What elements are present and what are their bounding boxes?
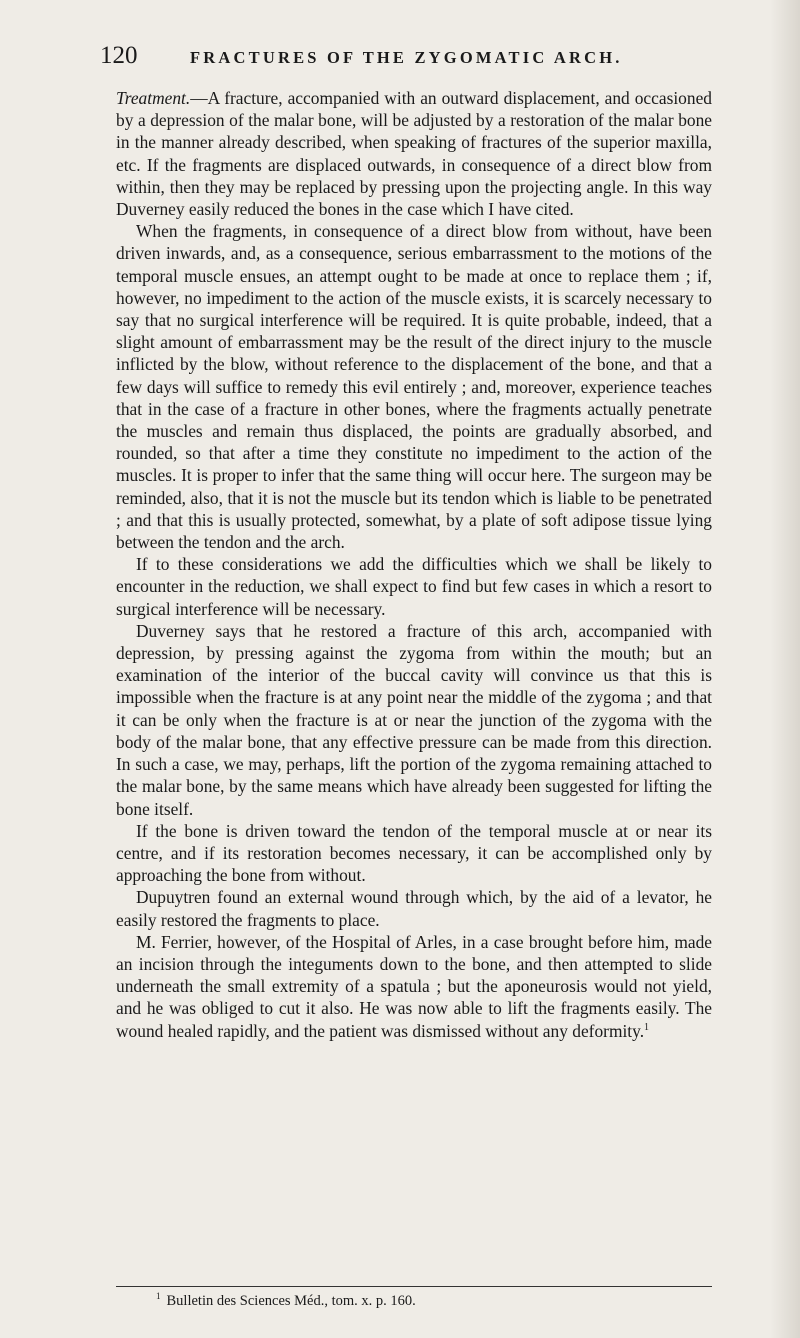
page-edge-shadow [770,0,800,1338]
running-head: FRACTURES OF THE ZYGOMATIC ARCH. [190,48,623,67]
paragraph: Dupuytren found an external wound through which, by the aid of a levator, he easily restored the fragments to place. [116,887,712,930]
footnote-mark: 1 [156,1291,161,1302]
paragraph-text: M. Ferrier, however, of the Hospital of Arles, in a case brought before him, made an incision through the integuments down to the bone, and then attempted to slide underneath the small extremity of a spatula ; but the aponeurosis would not yield, and he was obliged to cut it also. He was now able to lift the fragments easily. The wound healed rapidly, and the patient was dismissed without any deformity. [116,931,712,1041]
paragraph-treatment [116,87,712,220]
footnote-reference: 1 [644,1021,650,1033]
paragraph [116,931,712,1042]
paragraph: When the fragments, in consequence of a direct blow from without, have been driven inwards, and, as a consequence, serious embarrassment to the motions of the temporal muscle ensues, an attempt ought to be made at once to replace them ; if, however, no impediment to the action of the muscle exists, it is scarcely necessary to say that no surgical interference will be required. It is quite probable, indeed, that a slight amount of embarrassment may be the result of the direct injury to the muscle inflicted by the blow, without reference to the displacement of the bone, and that a few days will suffice to remedy this evil entirely ; and, moreover, experience teaches that in the case of a fracture in other bones, where the fragments actually penetrate the muscles and remain thus displaced, the points are gradually absorbed, and rounded, so that after a time they constitute no impediment to the action of the muscles. It is proper to infer that the same thing will occur here. The surgeon may be reminded, also, that it is not the muscle but its tendon which is liable to be penetrated ; and that this is usually protected, somewhat, by a plate of soft adipose tissue lying between the tendon and the arch. [116,221,712,553]
page-number: 120 [100,42,138,69]
paragraph: If to these considerations we add the difficulties which we shall be likely to encounter in the reduction, we shall expect to find but few cases in which a resort to surgical interference will be necessary. [116,554,712,619]
footnote-divider [116,1286,712,1287]
footnote-text: Bulletin des Sciences Méd., tom. x. p. 160. [166,1293,416,1309]
treatment-lead: Treatment. [116,88,191,108]
paragraph: If the bone is driven toward the tendon of the temporal muscle at or near its centre, and if its restoration becomes necessary, it can be accomplished only by approaching the bone from without. [116,820,712,886]
footnote [156,1292,416,1310]
paragraph-text: —A fracture, accompanied with an outward displacement, and occasioned by a depression of the malar bone, will be adjusted by a restoration of the malar bone in the manner already described, when speaking of fractures of the superior maxilla, etc. If the fragments are displaced outwards, in consequence of a direct blow from within, then they may be replaced by pressing upon the projecting angle. In this way Duverney easily reduced the bones in the case which I have cited. [116,88,712,220]
body-text [116,87,712,1042]
page-header [100,42,700,82]
paragraph: Duverney says that he restored a fracture of this arch, accompanied with depression, by pressing against the zygoma from within the mouth; but an examination of the interior of the buccal cavity will convince us that this is impossible when the fracture is at any point near the middle of the zygoma ; and that it can be only when the fracture is at or near the junction of the zygoma with the body of the malar bone, that any effective pressure can be made from this direction. In such a case, we may, perhaps, lift the portion of the zygoma remaining attached to the malar bone, by the same means which have already been suggested for lifting the bone itself. [116,620,712,819]
